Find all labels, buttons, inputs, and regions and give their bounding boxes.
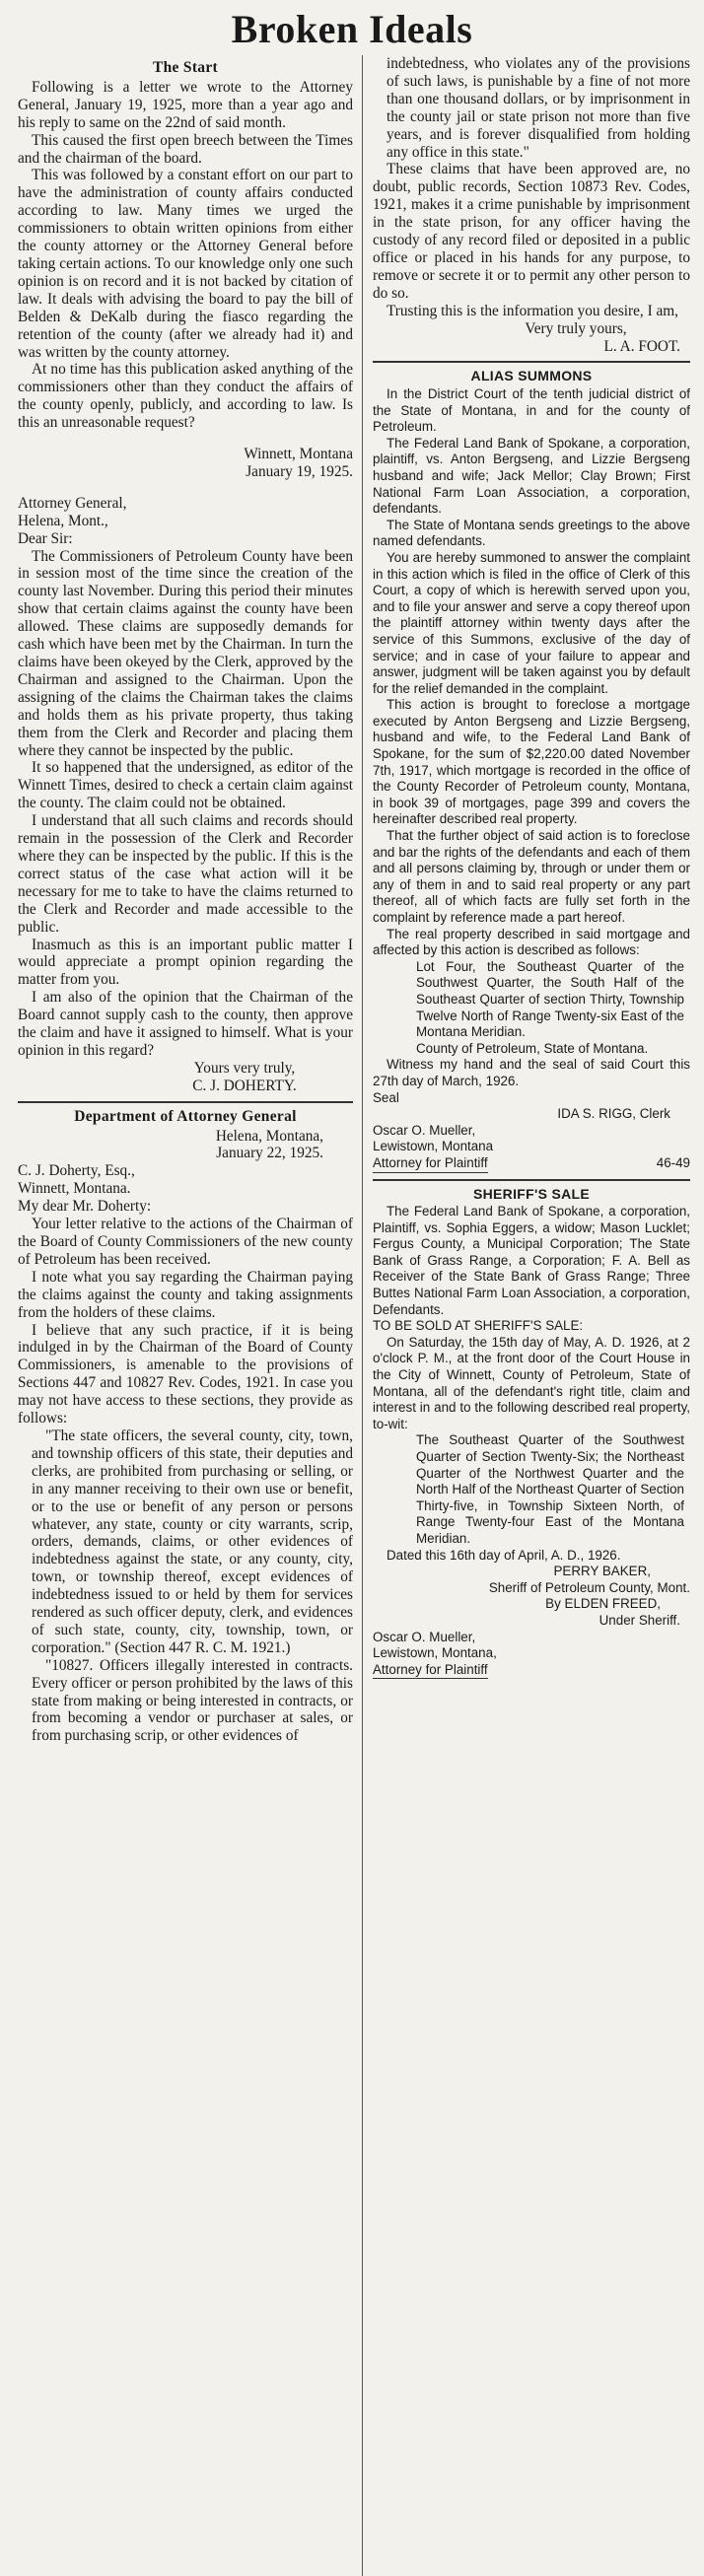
alias-para: That the further object of said action is to foreclose and bar the rights of the defendants and each of them and all persons claiming by, through or under them or any of them in and to said real property or any part thereof, all of which facts are fully set forth in the complaint by reference made a part hereof.: [373, 828, 690, 925]
alias-attorney: Oscar O. Mueller,: [373, 1122, 476, 1138]
letter1-date: January 19, 1925.: [246, 462, 353, 480]
alias-para: The real property described in said mortgage and affected by this action is described as follows:: [373, 926, 690, 958]
start-para: At no time has this publication asked anything of the commissioners other than they conduct the affairs of the county openly, publicly, and according to law. Is this an unreasonable request?: [18, 361, 353, 432]
sheriff-parties: The Federal Land Bank of Spokane, a corporation, Plaintiff, vs. Sophia Eggers, a widow; Mason Lucklet; Fergus County, a Municipal Corporation; The State Bank of Grass Range, a Corporation; F. A. Bell as Receiver of the State Bank of Grass Range; Three Buttes National Farm Loan Association, a corporation, Defendants.: [373, 1204, 690, 1317]
letter2-address: C. J. Doherty, Esq.,: [18, 1162, 135, 1180]
letter1-salutation: Dear Sir:: [18, 529, 73, 547]
start-para: This was followed by a constant effort on our part to have the administration of county affairs conducted according to law. Many times we urged the commissioners to obtain written opinions from either the county attorney or the Attorney General before taking certain actions. To our knowledge only one such opinion is on record and it is not backed by citation of law. It deals with advising the board to pay the bill of Belden & DeKalb during the fiasco regarding the retention of the county (after we already had it) and was written by the county attorney.: [18, 167, 353, 361]
page-title: Broken Ideals: [231, 7, 473, 51]
sheriff-name: PERRY BAKER,: [553, 1564, 651, 1579]
letter1-address: Attorney General,: [18, 494, 127, 512]
letter1-para: I am also of the opinion that the Chairman of the Board cannot supply cash to the county, then approve the claim and have it assigned to himself. What is your opinion in this regard?: [18, 989, 353, 1059]
letter2-para: Trusting this is the information you desire, I am,: [387, 302, 679, 319]
letter1-para: I understand that all such claims and records should remain in the possession of the Clerk and Recorder where they can be inspected by the public. If this is the correct status of the case what action will it be necessary for me to take to have the claims returned to the Clerk and Recorder and made accessible to the public.: [18, 812, 353, 936]
sheriff-sale-title: TO BE SOLD AT SHERIFF'S SALE:: [373, 1318, 584, 1334]
undersheriff-title: Under Sheriff.: [598, 1612, 680, 1628]
letter1-para: The Commissioners of Petroleum County have been in session most of the time since the creation of the county last November. During this period their minutes show that certain claims against the county have been allowed. These claims are supposedly demands for cash which have been met by the Chairman. In turn the claims have been okeyed by the Clerk, approved by the Chairman and assigned to the Chairman. Upon the assigning of the claims the Chairman takes the claims and holds them as his private property, thus taking them from the Clerk and Recorder and placing them where they cannot be inspected by the public.: [18, 547, 353, 759]
letter1-address: Helena, Mont.,: [18, 512, 108, 529]
letter2-para: These claims that have been approved are, no doubt, public records, Section 10873 Rev. Codes, 1921, makes it a crime punishable by imprisonment in the state prison, for any officer having the custody of any record filed or deposited in a public office or placed in his hands for any purpose, to remove or secrete it or to permit any other person to do so.: [373, 161, 690, 302]
alias-para: You are hereby summoned to answer the complaint in this action which is filed in the office of Clerk of this Court, a copy of which is herewith served upon you, and to file your answer and serve a copy thereof upon the plaintiff attorney within twenty days after the service of this Summons, exclusive of the day of service; and in case of your failure to appear and answer, judgment will be taken against you by default for the relief demanded in the complaint.: [373, 549, 690, 696]
letter2-para: Your letter relative to the actions of the Chairman of the Board of County Commissioners of the new county of Petroleum has been received.: [18, 1216, 353, 1268]
letter2-address: Winnett, Montana.: [18, 1180, 131, 1198]
letter2-date: January 22, 1925.: [216, 1145, 323, 1162]
alias-para: The State of Montana sends greetings to the above named defendants.: [373, 517, 690, 549]
alias-property: Lot Four, the Southeast Quarter of the Southwest Quarter, the South Half of the Southeast Quarter of section Thirty, Township Twelve North of Range Twenty-six East of the Montana Meridian.: [416, 958, 684, 1040]
letter2-quote: "10827. Officers illegally interested in contracts. Every officer or person prohibited by the laws of this state from making or being interested in contracts, or from becoming a vendor or purchaser at sales, or from purchasing scrip, or other evidences of: [32, 1656, 353, 1745]
sheriff-dated: Dated this 16th day of April, A. D., 1926.: [387, 1547, 621, 1563]
sheriff-attorney: Lewistown, Montana,: [373, 1645, 497, 1661]
letter2-para: I note what you say regarding the Chairman paying the claims against the county and taking assignments from the holders of these claims.: [18, 1268, 353, 1321]
start-para: Following is a letter we wrote to the Attorney General, January 19, 1925, more than a year ago and his reply to same on the 22nd of said month.: [18, 78, 353, 131]
alias-attorney-label: Attorney for Plaintiff: [373, 1155, 488, 1173]
letter2-quote-continued: indebtedness, who violates any of the provisions of such laws, is punishable by a fine of not more than one thousand dollars, or by imprisonment in the county jail or state prison not more than five years, and is forever disqualified from holding any office in this state.": [387, 55, 690, 161]
alias-clerk: IDA S. RIGG, Clerk: [557, 1106, 670, 1122]
sheriff-property: The Southeast Quarter of the Southwest Quarter of Section Twenty-Six; the Northeast Quarter of the Northwest Quarter and the North Half of the Northeast Quarter of Section Thirty-five, in Township Sixteen North, of Range Twenty-four East of the Montana Meridian.: [416, 1432, 684, 1546]
letter2-place: Helena, Montana,: [215, 1127, 323, 1145]
alias-heading: ALIAS SUMMONS: [470, 368, 593, 384]
letter2-para: I believe that any such practice, if it is being indulged in by the Chairman of the Board of County Commissioners, is amenable to the provisions of Sections 447 and 10827 Rev. Codes, 1921. In case you may not have access to these sections, they provide as follows:: [18, 1321, 353, 1427]
separator: [373, 1179, 690, 1181]
alias-para: The Federal Land Bank of Spokane, a corporation, plaintiff, vs. Anton Bergseng, and Lizzie Bergseng husband and wife; Jack Mellor; Clay Brown; First National Farm Loan Association, a corporation, defendants.: [373, 435, 690, 517]
alias-para: In the District Court of the tenth judicial district of the State of Montana, in and for the county of Petroleum.: [373, 386, 690, 435]
letter1-para: Inasmuch as this is an important public matter I would appreciate a prompt opinion regarding the matter from you.: [18, 936, 353, 989]
letter2-closing: Very truly yours,: [525, 319, 627, 337]
alias-county: County of Petroleum, State of Montana.: [416, 1040, 649, 1056]
sheriff-attorney: Oscar O. Mueller,: [373, 1629, 476, 1644]
alias-ref: 46-49: [656, 1154, 690, 1170]
undersheriff-name: By ELDEN FREED,: [545, 1596, 661, 1612]
letter1-place: Winnett, Montana: [244, 446, 353, 463]
letter2-quote: "The state officers, the several county, city, town, and township officers of this state, their deputies and clerks, are prohibited from purchasing or selling, or in any manner receiving to their own use or benefit, or to the use or benefit of any person or persons whatever, any state, county or city warrants, scrip, orders, demands, claims, or other evidences of indebtedness against the state, or any county, city, town, or township thereof, except evidences of indebtedness issued to or held by them for services rendered as such officer deputy, clerk, and evidences of such state, county, city, township, town, or corporation." (Section 447 R. C. M. 1921.): [32, 1427, 353, 1656]
sheriff-sale-text: On Saturday, the 15th day of May, A. D. 1926, at 2 o'clock P. M., at the front door of the Court House in the City of Winnett, County of Petroleum, State of Montana, all of the defendant's right title, claim and interest in and to the following described real property, to-wit:: [373, 1334, 690, 1431]
alias-seal: Seal: [373, 1089, 399, 1105]
sheriff-sale-notice: [373, 1186, 690, 1680]
sheriff-attorney-label: Attorney for Plaintiff: [373, 1662, 488, 1680]
start-heading: The Start: [153, 59, 218, 76]
column-divider: [362, 55, 363, 2576]
left-column: [18, 55, 353, 2576]
letter1-closing: Yours very truly,: [193, 1059, 296, 1077]
separator: [18, 1101, 353, 1103]
right-column: [373, 55, 690, 2576]
separator: [373, 361, 690, 363]
letter1-para: It so happened that the undersigned, as editor of the Winnett Times, desired to check a certain claim against the county. The claim could not be obtained.: [18, 759, 353, 812]
start-para: This caused the first open breech between the Times and the chairman of the board.: [18, 131, 353, 167]
letter1-signature: C. J. DOHERTY.: [192, 1077, 297, 1094]
letter2-salutation: My dear Mr. Doherty:: [18, 1198, 152, 1216]
alias-attorney-row: [373, 1155, 690, 1173]
sheriff-heading: SHERIFF'S SALE: [473, 1185, 590, 1202]
alias-attorney: Lewistown, Montana: [373, 1139, 494, 1154]
alias-summons-notice: [373, 368, 690, 1172]
letter2-heading: Department of Attorney General: [74, 1107, 297, 1125]
letter2-signature: L. A. FOOT.: [603, 337, 680, 355]
alias-para: This action is brought to foreclose a mortgage executed by Anton Bergseng and Lizzie Bergseng, husband and wife, to the Federal Land Bank of Spokane, for the sum of $2,220.00 dated November 7th, 1917, which mortgage is recorded in the office of the County Recorder of Petroleum county, Montana, in book 39 of mortgages, page 399 and covers the hereinafter described real property.: [373, 697, 690, 827]
masthead: [0, 0, 704, 59]
sheriff-title: Sheriff of Petroleum County, Mont.: [488, 1579, 690, 1595]
alias-witness: Witness my hand and the seal of said Court this 27th day of March, 1926.: [373, 1057, 690, 1088]
